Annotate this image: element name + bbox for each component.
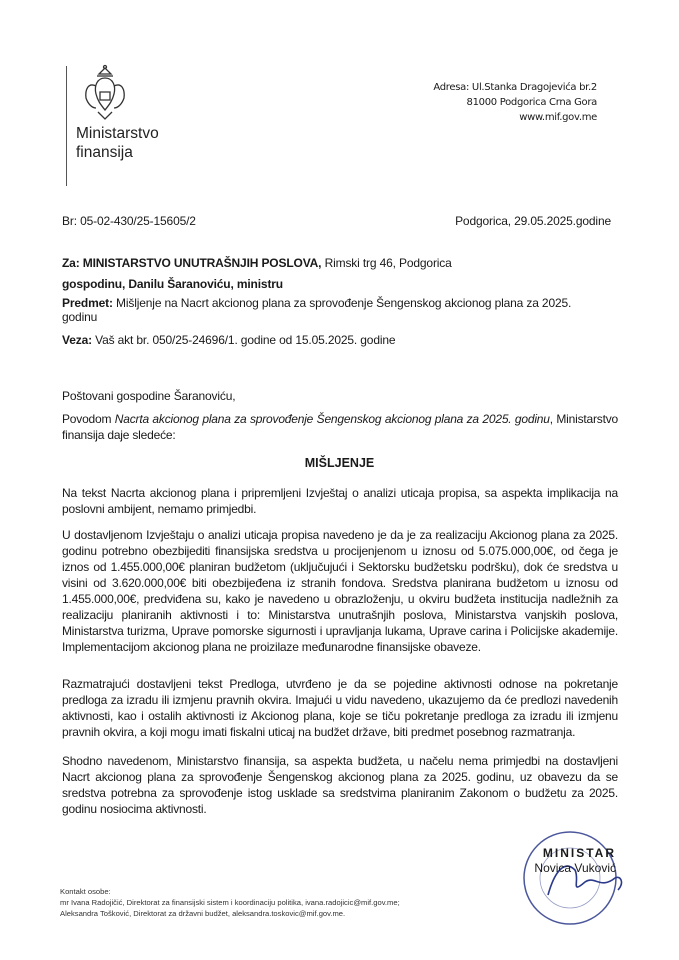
contact-persons <box>60 886 400 919</box>
body-paragraph: Razmatrajući dostavljeni tekst Predloga, utvrđeno je da se pojedine aktivnosti odnose na pokretanje predloga za izradu ili izmjenu pravnih okvira. Imajući u vidu navedeno, ukazujemo da će predlozi navedenih aktivnosti, kao i ostalih aktivnosti iz Akcionog plana, koje se tiču pokretanje predloga za izradu ili izmjenu pravnih okvira, a koji mogu imati fiskalni uticaj na budžet države, biti predmet posebnog razmatranja. <box>62 677 618 739</box>
website-link[interactable]: www.mif.gov.me <box>519 112 597 123</box>
addressee: gospodinu, Danilu Šaranoviću, ministru <box>62 277 283 291</box>
link-text: Vaš akt br. 050/25-24696/1. godine od 15.05.2025. godine <box>95 333 396 347</box>
subject-text: Mišljenje na Nacrt akcionog plana za sprovođenje Šengenskog akcionog plana za 2025. godinu <box>62 296 572 324</box>
body-paragraph: Shodno navedenom, Ministarstvo finansija, sa aspekta budžeta, u načelu nema primjedbi na dostavljeni Nacrt akcionog plana za sprovođenje Šengenskog akcionog plana za 2025. godinu, uz obavezu da se sredstva potrebna za sprovođenje istog uskladе sa sredstvima planiranim Zakonom o budžetu za 2025. godinu nosiocima aktivnosti. <box>62 754 618 816</box>
contact-label: Kontakt osobe: <box>60 887 111 896</box>
subject-label: Predmet: <box>62 296 113 310</box>
contact-line: mr Ivana Radojičić, Direktorat za finansijski sistem i koordinaciju politika, ivana.radojicic@mif.gov.me; <box>60 898 400 907</box>
address-city: 81000 Podgorica Crna Gora <box>466 97 597 108</box>
body-paragraph: Na tekst Nacrta akcionog plana i pripremljeni Izvještaj o analizi uticaja propisa, sa aspekta implikacija na poslovni ambijent, nemamo primjedbi. <box>62 486 618 516</box>
signatory-title: MINISTAR <box>542 846 616 860</box>
signatory-name: Novica Vuković <box>534 861 616 875</box>
link-label: Veza: <box>62 333 92 347</box>
za-label: Za: <box>62 256 80 270</box>
reference-number: Br: 05-02-430/25-15605/2 <box>62 214 196 228</box>
body-paragraph: U dostavljenom Izvještaju o analizi uticaja propisa navedeno je da je za realizaciju Akcionog plana za 2025. godinu potrebno obezbijediti finansijska sredstva u procijenjenom u iznosu od 5.075.000,00€, od čega je iznos od 1.455.000,00€ planiran budžetom (uključujući i Sektorsku budžetsku podršku), dok će sredstva u visini od 3.620.000,00€ biti obezbijeđena iz stranih fondova. Sredstva planirana budžetom u iznosu od 1.455.000,00€, predviđena su, kako je navedeno u obrazloženju, u okviru budžeta institucija nadležnih za realizaciju planiranih aktivnosti i to: Ministarstva unutrašnjih poslova, Ministarstva vanjskih poslova, Ministarstva turizma, Uprave pomorske sigurnosti i upravljanja lukama, Uprave carina i Policijske akademije. Implementacijom akcionog plana ne proizilaze međunarodne finansijske obaveze. <box>62 528 618 654</box>
recipient-org: MINISTARSTVO UNUTRAŠNJIH POSLOVA, <box>82 256 322 270</box>
official-stamp <box>520 820 635 935</box>
signature-block <box>520 846 616 876</box>
recipient-line <box>62 255 452 271</box>
intro-prefix: Povodom <box>62 412 115 426</box>
ministry-name <box>76 124 159 162</box>
intro-suffix: , Ministarstvo finansija daje sledeće: <box>62 412 619 442</box>
coat-of-arms-icon <box>82 64 128 122</box>
letterhead-divider <box>66 66 67 186</box>
salutation: Poštovani gospodine Šaranoviću, <box>62 389 236 403</box>
intro-paragraph <box>62 411 618 443</box>
intro-document-title: Nacrta akcionog plana za sprovođenje Šengenskog akcionog plana za 2025. godinu <box>114 412 550 426</box>
contact-line: Aleksandra Tošković, Direktorat za državni budžet, aleksandra.toskovic@mif.gov.me. <box>60 909 346 918</box>
ministry-name-line2: finansija <box>76 144 133 161</box>
place-date: Podgorica, 29.05.2025.godine <box>455 214 611 228</box>
ministry-name-line1: Ministarstvo <box>76 125 159 142</box>
subject-line <box>62 296 582 324</box>
opinion-heading: MIŠLJENJE <box>304 456 375 470</box>
ministry-address <box>433 80 597 125</box>
recipient-address: Rimski trg 46, Podgorica <box>324 256 452 270</box>
reference-link <box>62 332 395 348</box>
address-street: Adresa: Ul.Stanka Dragojevića br.2 <box>433 82 597 93</box>
